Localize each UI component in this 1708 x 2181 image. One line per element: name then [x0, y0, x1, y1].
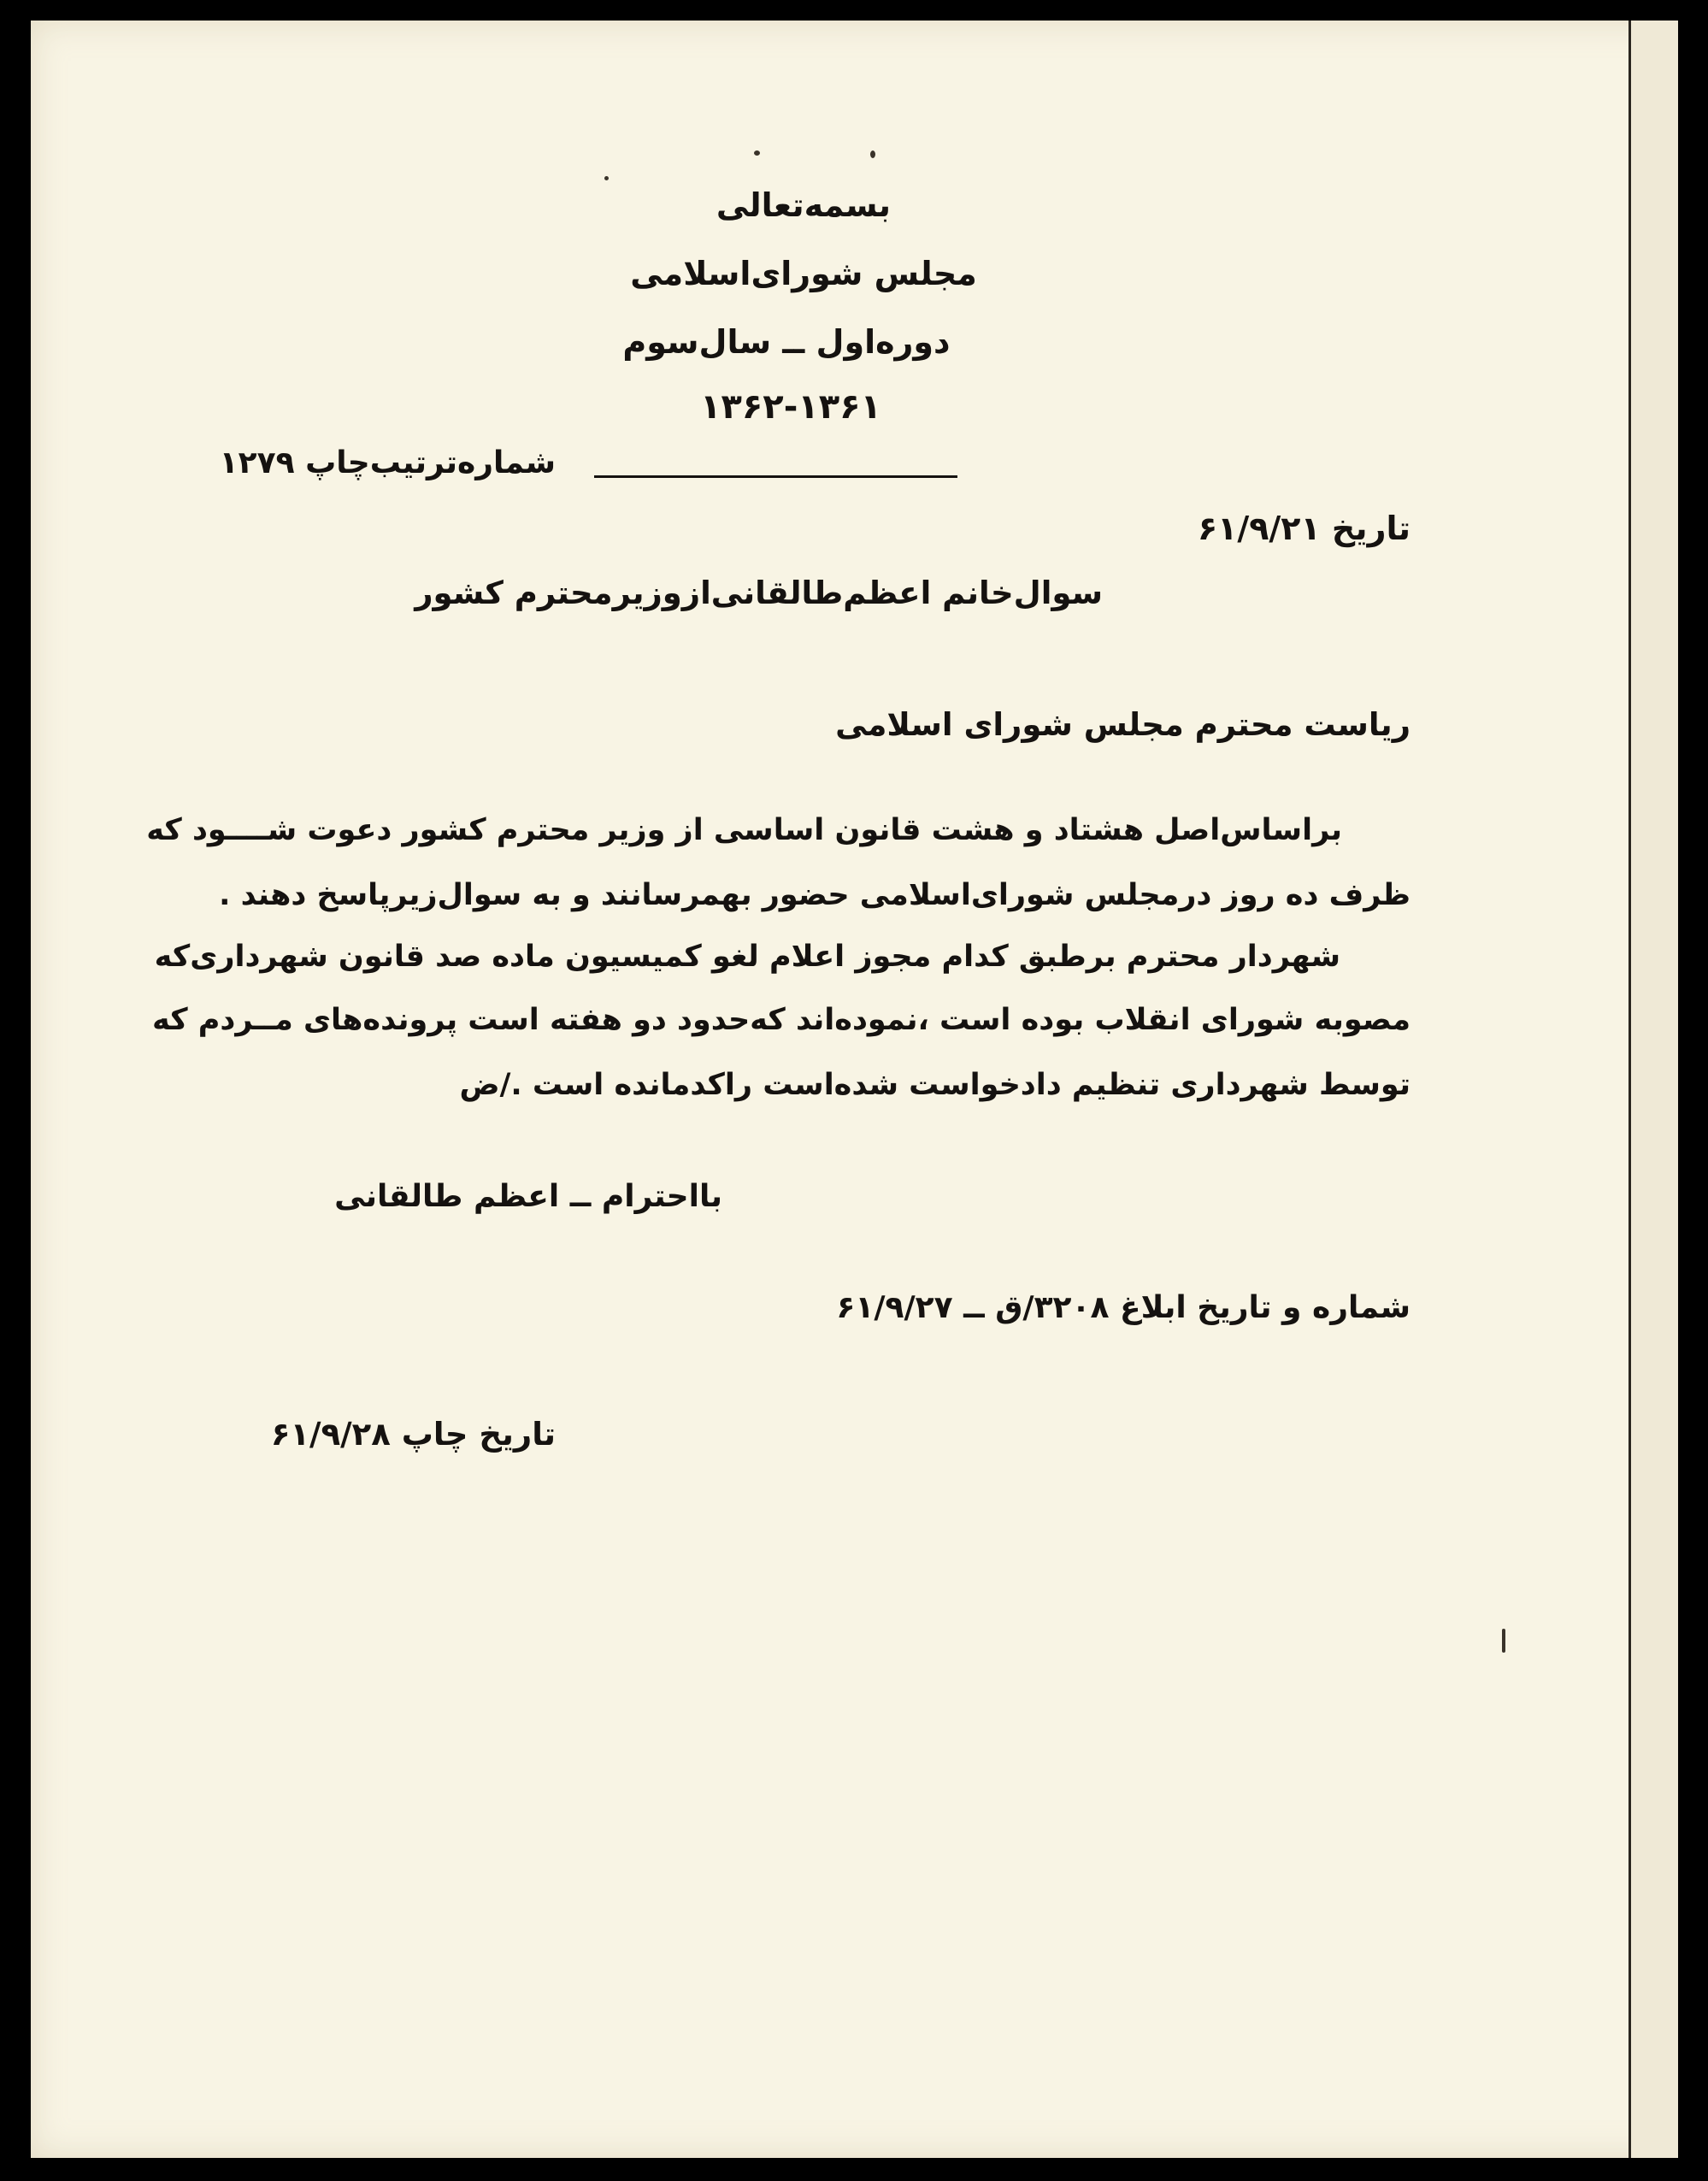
question-date: تاریخ ۶۱/۹/۲۱ — [1197, 510, 1411, 547]
ink-speck — [754, 150, 760, 156]
print-order-number: شماره‌ترتیب‌چاپ ۱۲۷۹ — [219, 445, 556, 480]
salutation: ریاست محترم مجلس شورای اسلامی — [835, 706, 1411, 743]
body-line-2: ظرف ده روز درمجلس شورای‌اسلامی حضور بهمرسانند و به سوال‌زیرپاسخ دهند . — [219, 878, 1411, 912]
ink-speck — [870, 150, 875, 158]
body-line-5: توسط شهرداری تنظیم دادخواست شده‌است راکدمانده است ./ض — [459, 1068, 1411, 1102]
body-line-4: مصوبه شورای انقلاب بوده است ،نموده‌اند که‌حدود دو هفته است پرونده‌های مــردم که — [152, 1003, 1411, 1037]
page-edge — [1628, 21, 1678, 2158]
ink-speck — [1502, 1629, 1505, 1653]
institution-name: مجلس شورای‌اسلامی — [630, 255, 977, 292]
print-date: تاریخ چاپ ۶۱/۹/۲۸ — [270, 1416, 556, 1453]
ink-speck — [604, 176, 609, 180]
notice-number-date: شماره و تاریخ ابلاغ ۳۲۰۸/ق ــ ۶۱/۹/۲۷ — [836, 1290, 1411, 1325]
separator-rule — [594, 475, 957, 478]
body-line-1: براساس‌اصل هشتاد و هشت قانون اساسی از وزیر محترم کشور دعوت شــــود که — [146, 813, 1342, 847]
session-label: دوره‌اول ــ سال‌سوم — [622, 323, 951, 361]
question-subject: سوال‌خانم اعظم‌طالقانی‌ازوزیرمحترم کشور — [415, 575, 1103, 611]
closing-signature: بااحترام ــ اعظم طالقانی — [334, 1179, 722, 1214]
invocation: بسمه‌تعالی — [716, 186, 892, 224]
session-years: ۱۳۶۲-۱۳۶۱ — [700, 387, 881, 427]
body-line-3: شهردار محترم برطبق کدام مجوز اعلام لغو کمیسیون ماده صد قانون شهرداری‌که — [154, 940, 1340, 974]
